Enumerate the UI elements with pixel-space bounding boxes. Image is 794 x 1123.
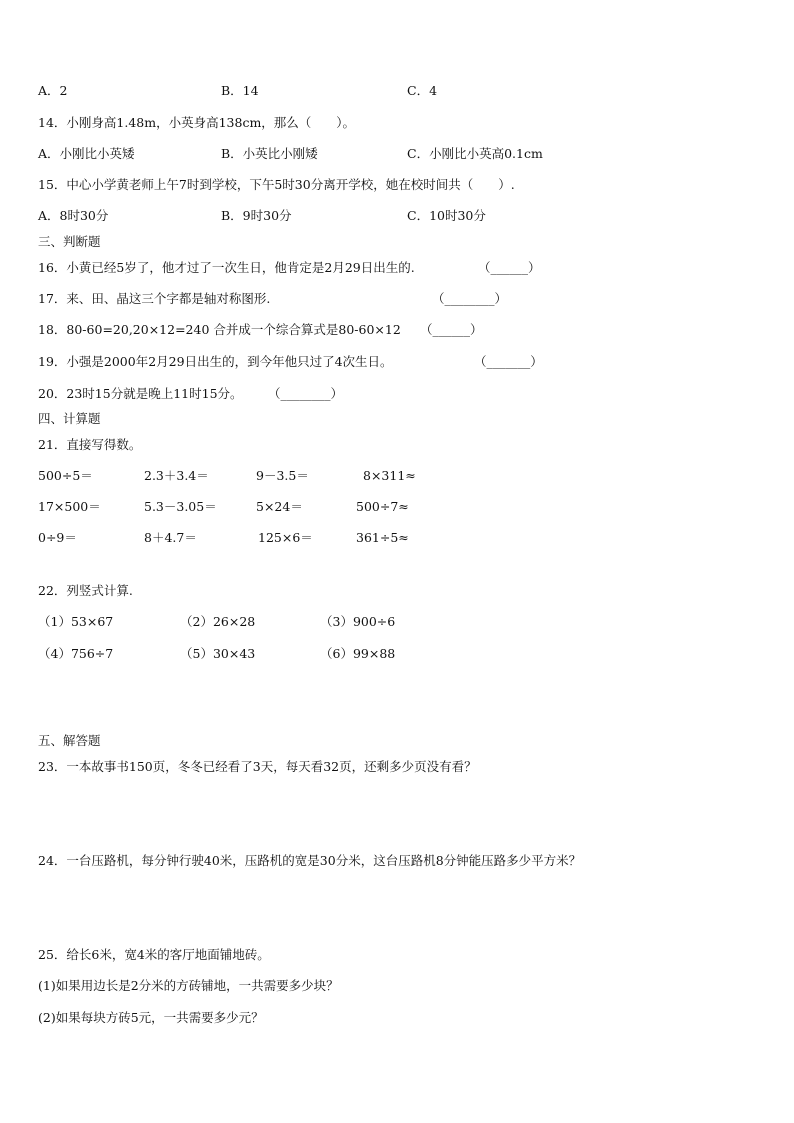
q22-cell: （2）26×28 — [180, 614, 256, 629]
q21-cell: 8×311≈ — [363, 468, 416, 483]
q13-option-a: A．2 — [38, 83, 68, 98]
q17-text: 17．来、田、晶这三个字都是轴对称图形. — [38, 291, 271, 306]
q21-cell: 5×24＝ — [256, 499, 303, 514]
q20-text: 20．23时15分就是晚上11时15分。 — [38, 386, 243, 401]
q25-sub2: (2)如果每块方砖5元，一共需要多少元？ — [38, 1010, 264, 1025]
q22-cell: （6）99×88 — [320, 646, 396, 661]
q21-cell: 125×6＝ — [258, 530, 313, 545]
q20-blank: （________） — [268, 386, 344, 401]
q14-question: 14．小刚身高1.48m，小英身高138cm，那么（ ）。 — [38, 115, 356, 130]
q19-blank: （_______） — [474, 354, 543, 369]
q21-cell: 2.3＋3.4＝ — [144, 468, 209, 483]
q22-cell: （4）756÷7 — [38, 646, 114, 661]
q21-cell: 17×500＝ — [38, 499, 101, 514]
q21-cell: 0÷9＝ — [38, 530, 77, 545]
q21-cell: 8＋4.7＝ — [144, 530, 197, 545]
q19-text: 19．小强是2000年2月29日出生的，到今年他只过了4次生日。 — [38, 354, 393, 369]
q25-question: 25．给长6米，宽4米的客厅地面铺地砖。 — [38, 947, 270, 962]
q15-option-c: C．10时30分 — [407, 208, 486, 223]
q15-option-b: B．9时30分 — [221, 208, 292, 223]
q21-cell: 500÷7≈ — [356, 499, 409, 514]
q14-option-c: C．小刚比小英高0.1cm — [407, 146, 543, 161]
q25-sub1: (1)如果用边长是2分米的方砖铺地，一共需要多少块？ — [38, 978, 339, 993]
q21-cell: 500÷5＝ — [38, 468, 93, 483]
q22-cell: （3）900÷6 — [320, 614, 396, 629]
q22-title: 22．列竖式计算. — [38, 583, 133, 598]
q21-cell: 9－3.5＝ — [256, 468, 309, 483]
q14-option-b: B．小英比小刚矮 — [221, 146, 318, 161]
q16-blank: （______） — [478, 260, 541, 275]
q13-option-b: B．14 — [221, 83, 259, 98]
q13-option-c: C．4 — [407, 83, 438, 98]
q17-blank: （________） — [432, 291, 508, 306]
q23-question: 23．一本故事书150页，冬冬已经看了3天，每天看32页，还剩多少页没有看？ — [38, 759, 477, 774]
section-problem-solving-heading: 五、解答题 — [38, 733, 101, 748]
q24-question: 24．一台压路机，每分钟行驶40米，压路机的宽是30分米，这台压路机8分钟能压路多少平方米？ — [38, 853, 582, 868]
q18-text: 18．80-60=20,20×12=240 合并成一个综合算式是80-60×12 — [38, 322, 401, 337]
q22-cell: （5）30×43 — [180, 646, 256, 661]
q16-text: 16．小黄已经5岁了，他才过了一次生日，他肯定是2月29日出生的. — [38, 260, 415, 275]
q18-blank: （______） — [420, 322, 483, 337]
q15-question: 15．中心小学黄老师上午7时到学校，下午5时30分离开学校，她在校时间共（ ）. — [38, 177, 515, 192]
q21-title: 21．直接写得数。 — [38, 437, 142, 452]
q14-option-a: A．小刚比小英矮 — [38, 146, 135, 161]
section-judgement-heading: 三、判断题 — [38, 234, 101, 249]
q21-cell: 361÷5≈ — [356, 530, 409, 545]
q21-cell: 5.3－3.05＝ — [144, 499, 217, 514]
q15-option-a: A．8时30分 — [38, 208, 109, 223]
q22-cell: （1）53×67 — [38, 614, 114, 629]
section-calculation-heading: 四、计算题 — [38, 411, 101, 426]
